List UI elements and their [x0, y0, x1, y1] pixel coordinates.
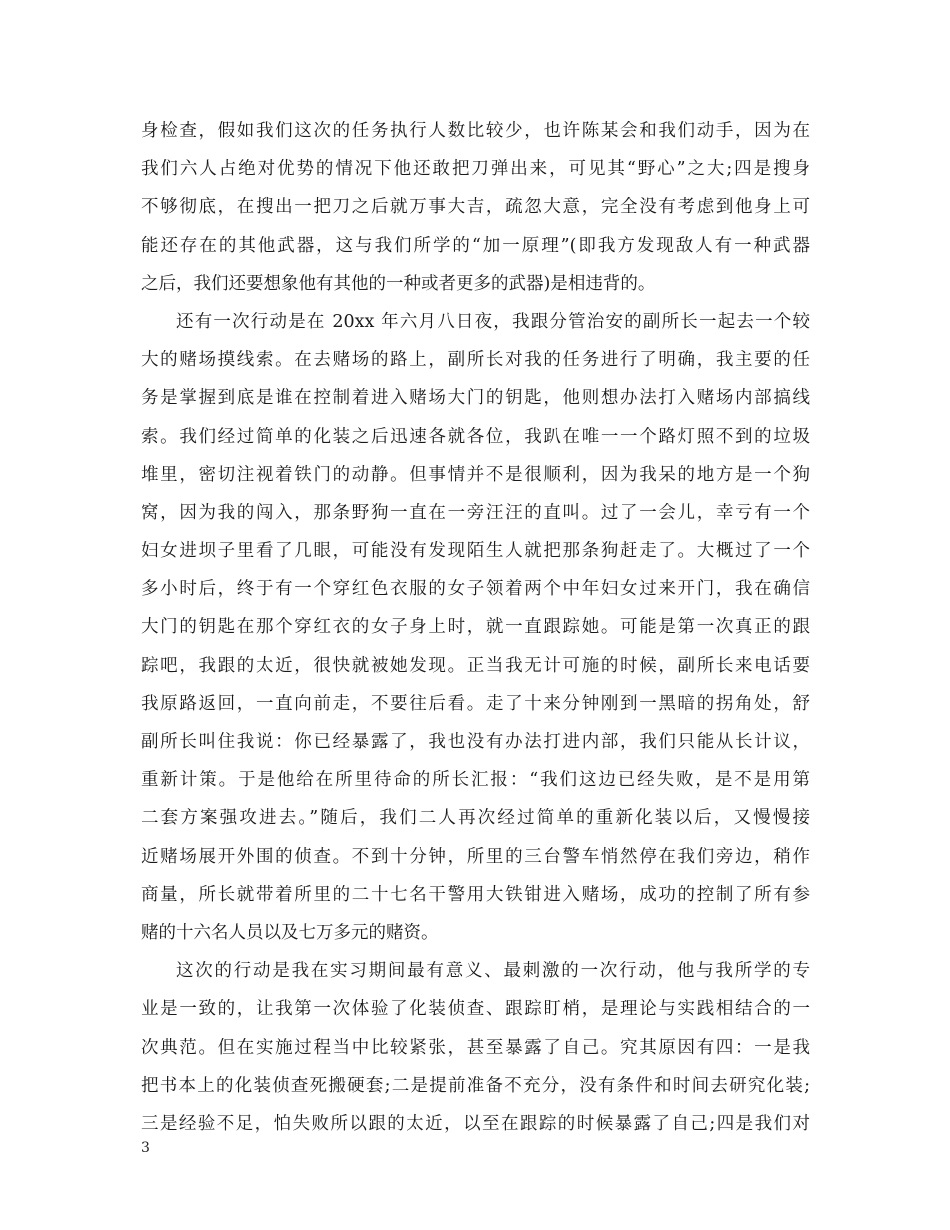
text-line: 堆里，密切注视着铁门的动静。但事情并不是很顺利，因为我呆的地方是一个狗 [141, 464, 810, 485]
text-line: 不够彻底，在搜出一把刀之后就万事大吉，疏忽大意，完全没有考虑到他身上可 [141, 197, 810, 218]
text-line: 我们六人占绝对优势的情况下他还敢把刀弹出来，可见其“野心”之大;四是搜身 [141, 159, 810, 180]
text-line: 我原路返回，一直向前走，不要往后看。走了十来分钟刚到一黑暗的拐角处，舒 [141, 693, 810, 714]
text-line: 重新计策。于是他给在所里待命的所长汇报：“我们这边已经失败，是不是用第 [141, 770, 810, 791]
text-line: 业是一致的，让我第一次体验了化装侦查、跟踪盯梢，是理论与实践相结合的一 [141, 999, 810, 1020]
text-line: 二套方案强攻进去。”随后，我们二人再次经过简单的重新化装以后，又慢慢接 [141, 808, 810, 829]
text-line: 大门的钥匙在那个穿红衣的女子身上时，就一直跟踪她。可能是第一次真正的跟 [141, 617, 810, 638]
text-line: 副所长叫住我说：你已经暴露了，我也没有办法打进内部，我们只能从长计议， [141, 732, 810, 752]
text-line: 之后，我们还要想象他有其他的一种或者更多的武器)是相违背的。 [141, 273, 656, 294]
text-line: 三是经验不足，怕失败所以跟的太近，以至在跟踪的时候暴露了自己;四是我们对 [141, 1113, 810, 1134]
text-line: 把书本上的化装侦查死搬硬套;二是提前准备不充分，没有条件和时间去研究化装; [141, 1075, 810, 1096]
paragraph-first-line: 这次的行动是我在实习期间最有意义、最刺激的一次行动，他与我所学的专 [176, 961, 810, 982]
text-line: 踪吧，我跟的太近，很快就被她发现。正当我无计可施的时候，副所长来电话要 [141, 655, 810, 676]
text-line: 近赌场展开外围的侦查。不到十分钟，所里的三台警车悄然停在我们旁边，稍作 [141, 846, 810, 867]
text-line: 商量，所长就带着所里的二十七名干警用大铁钳进入赌场，成功的控制了所有参 [141, 884, 810, 905]
text-line: 身检查，假如我们这次的任务执行人数比较少，也许陈某会和我们动手，因为在 [141, 121, 810, 141]
text-line: 窝，因为我的闯入，那条野狗一直在一旁汪汪的直叫。过了一会儿，幸亏有一个 [141, 502, 810, 523]
text-line: 务是掌握到底是谁在控制着进入赌场大门的钥匙，他则想办法打入赌场内部搞线 [141, 388, 810, 409]
text-line: 赌的十六名人员以及七万多元的赌资。 [141, 922, 439, 943]
page-number: 3 [141, 1140, 150, 1156]
body-text [141, 112, 810, 1143]
text-line: 次典范。但在实施过程当中比较紧张，甚至暴露了自己。究其原因有四：一是我 [141, 1037, 810, 1058]
text-line: 大的赌场摸线索。在去赌场的路上，副所长对我的任务进行了明确，我主要的任 [141, 350, 810, 371]
text-line: 能还存在的其他武器，这与我们所学的“加一原理”(即我方发现敌人有一种武器 [141, 235, 810, 256]
text-line: 索。我们经过简单的化装之后迅速各就各位，我趴在唯一一个路灯照不到的垃圾 [141, 426, 810, 447]
text-line: 妇女进坝子里看了几眼，可能没有发现陌生人就把那条狗赶走了。大概过了一个 [141, 541, 810, 562]
text-line: 多小时后，终于有一个穿红色衣服的女子领着两个中年妇女过来开门，我在确信 [141, 579, 810, 600]
paragraph-first-line: 还有一次行动是在 20xx 年六月八日夜，我跟分管治安的副所长一起去一个较 [176, 311, 810, 332]
